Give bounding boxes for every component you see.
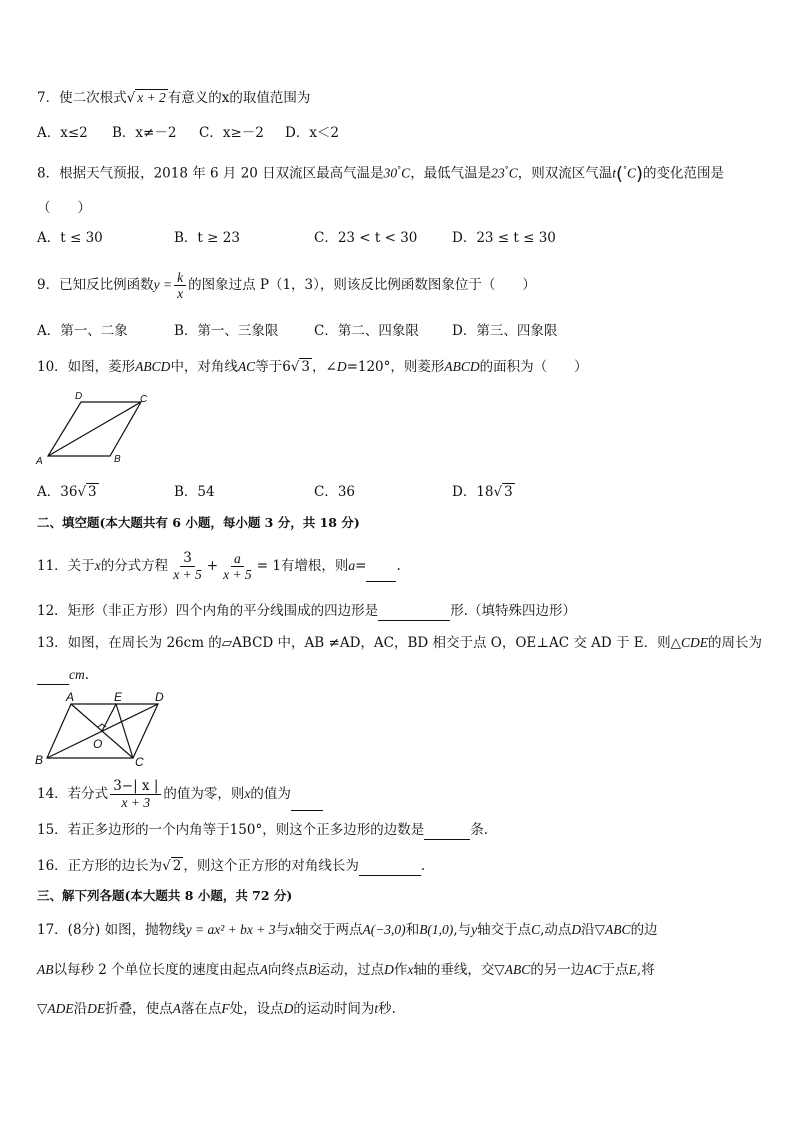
numerator: 3−| x | bbox=[110, 779, 161, 795]
q17-line2-segment: A bbox=[259, 962, 268, 977]
option-c: C．x≥－2 bbox=[199, 125, 264, 141]
fraction-2 bbox=[220, 551, 255, 582]
label-a: A bbox=[66, 690, 75, 704]
label-d: D bbox=[75, 391, 83, 402]
point-c: C bbox=[531, 922, 541, 937]
question-10 bbox=[37, 357, 588, 377]
q11-text: 11．关于 bbox=[37, 558, 95, 574]
var-y: y bbox=[471, 922, 478, 937]
option-d-text: D．18 bbox=[452, 484, 494, 500]
rhombus-figure bbox=[34, 388, 164, 468]
unit-c2: C bbox=[508, 165, 518, 181]
q17-line3-segment: t bbox=[374, 1001, 379, 1016]
option-a: A．36√ 3 bbox=[37, 484, 97, 500]
q16-end: . bbox=[420, 858, 426, 874]
fraction bbox=[110, 779, 161, 810]
temp-low: 23 bbox=[491, 165, 505, 181]
unit-cm: cm bbox=[69, 667, 85, 682]
denominator: x + 3 bbox=[121, 795, 151, 810]
fraction-1 bbox=[170, 551, 205, 582]
option-b: B．54 bbox=[174, 484, 215, 500]
label-b: B bbox=[114, 454, 121, 465]
angle-vertex: D bbox=[336, 359, 347, 374]
q17-line2-segment: 于点 bbox=[601, 962, 629, 978]
denominator: x + 5 bbox=[223, 567, 252, 582]
q10-mid2: 等于 bbox=[255, 359, 283, 375]
q11-mid: 的分式方程 bbox=[100, 558, 169, 574]
question-17-line-3 bbox=[37, 999, 396, 1019]
q14-end: 的值为 bbox=[250, 786, 291, 802]
q17-line3-segment: ▽ADE bbox=[37, 1001, 74, 1016]
option-c: C．36 bbox=[314, 484, 356, 500]
shape-name: ABCD bbox=[135, 359, 171, 374]
q17-line2-segment: D bbox=[384, 962, 394, 977]
answer-blank[interactable] bbox=[359, 861, 421, 876]
q10-mid4: =120°，则菱形 bbox=[346, 359, 445, 375]
q7-text-end: 有意义的x的取值范围为 bbox=[167, 90, 311, 106]
sqrt-expression: √ x + 2 bbox=[126, 90, 166, 106]
numerator: k bbox=[174, 270, 186, 286]
question-14 bbox=[37, 777, 323, 811]
var-x: x bbox=[94, 558, 101, 573]
option-d: D．x＜2 bbox=[285, 125, 340, 141]
diagonal-ac bbox=[48, 402, 141, 456]
q13-text: 13．如图，在周长为 26cm 的▱ABCD 中，AB ≠AD，AC，BD 相交于点 O，OE⊥AC 交 AD 于 E．则△ bbox=[37, 635, 682, 651]
q17-line3-segment: A bbox=[172, 1001, 181, 1016]
q10-text: 10．如图，菱形 bbox=[37, 359, 136, 375]
var-a: a bbox=[348, 558, 356, 573]
q17-line3-segment: F bbox=[221, 1001, 230, 1016]
q17-d: 轴交于点 bbox=[477, 922, 532, 938]
q17-and: 和 bbox=[405, 922, 420, 938]
triangle-abc: ▽ABC bbox=[594, 922, 631, 937]
q10-mid3: ，∠ bbox=[312, 359, 337, 375]
var-x: x bbox=[288, 922, 295, 937]
q17-line2-segment: 轴的垂线，交 bbox=[413, 962, 495, 978]
denominator: x + 5 bbox=[173, 567, 202, 582]
coef: 6 bbox=[282, 359, 291, 375]
radicand: 2 bbox=[172, 858, 182, 874]
q17-line3-segment: 折叠，使点 bbox=[105, 1001, 173, 1017]
answer-blank[interactable] bbox=[366, 567, 396, 582]
question-9 bbox=[37, 270, 536, 301]
q17-line2-segment: E bbox=[628, 962, 637, 977]
label-o: O bbox=[93, 737, 103, 751]
radicand: x + 2 bbox=[137, 90, 166, 105]
answer-blank[interactable] bbox=[378, 606, 450, 621]
parallelogram-figure bbox=[32, 690, 177, 770]
point-b: B(1,0) bbox=[419, 922, 454, 937]
question-16 bbox=[37, 856, 425, 876]
unit-c3: C bbox=[627, 165, 637, 181]
diagonal-name: AC bbox=[237, 359, 256, 374]
shape-name-2: ABCD bbox=[444, 359, 480, 374]
q17-text: 17．(8分) 如图，抛物线 bbox=[37, 922, 186, 938]
q17-line2-segment: 运动，过点 bbox=[316, 962, 385, 978]
q11-eq: = 1有增根，则 bbox=[256, 558, 349, 574]
q17-line2-segment: 作 bbox=[393, 962, 408, 978]
q17-c: ,与 bbox=[453, 922, 472, 938]
segment-oe bbox=[102, 704, 116, 731]
numerator: 3 bbox=[180, 551, 195, 567]
q9-text: 9．已知反比例函数 bbox=[37, 277, 154, 293]
q13-answer-line bbox=[37, 665, 89, 685]
q17-b: 轴交于两点 bbox=[294, 922, 363, 938]
q7-text: 7．使二次根式 bbox=[37, 90, 127, 106]
question-17-line-2 bbox=[37, 960, 655, 980]
option-c: C．23 < t < 30 bbox=[314, 230, 418, 246]
unit-c: C bbox=[401, 165, 411, 181]
q10-end: 的面积为（ ） bbox=[479, 359, 588, 375]
q17-line2-segment: B bbox=[308, 962, 317, 977]
var-t: t bbox=[612, 165, 616, 181]
sqrt-2: √ 2 bbox=[162, 858, 182, 874]
option-a: A．第一、二象 bbox=[37, 323, 128, 339]
q15-text: 15．若正多边形的一个内角等于150°，则这个正多边形的边数是 bbox=[37, 822, 425, 838]
option-b: B．t ≥ 23 bbox=[174, 230, 240, 246]
label-e: E bbox=[114, 690, 123, 704]
question-17-line-1 bbox=[37, 920, 658, 940]
plus-sign: + bbox=[206, 558, 219, 574]
option-d: D．第三、四象限 bbox=[452, 323, 558, 339]
option-a: A．x≤2 bbox=[37, 125, 88, 141]
point-d: D bbox=[571, 922, 582, 937]
q8-mid2: ，则双流区气温 bbox=[517, 165, 613, 182]
radicand: 3 bbox=[88, 484, 97, 500]
q17-line3-segment: 沿 bbox=[73, 1001, 88, 1017]
var-x: x bbox=[244, 786, 251, 801]
radicand: 3 bbox=[504, 484, 513, 500]
question-7 bbox=[37, 88, 310, 108]
numerator: a bbox=[231, 551, 244, 567]
q14-mid: 的值为零，则 bbox=[163, 786, 245, 802]
sqrt-3: √ 3 bbox=[290, 359, 310, 375]
answer-blank[interactable] bbox=[37, 670, 69, 685]
answer-paren: （ ） bbox=[37, 200, 91, 216]
q14-text: 14．若分式 bbox=[37, 786, 109, 802]
q12-end: 形.（填特殊四边形） bbox=[450, 603, 576, 619]
q17-line3-segment: 秒. bbox=[378, 1001, 396, 1017]
option-d: D．23 ≤ t ≤ 30 bbox=[452, 230, 556, 246]
denominator: x bbox=[177, 286, 184, 301]
option-c: C．第二、四象限 bbox=[314, 323, 419, 339]
q17-line2-segment: AB bbox=[37, 962, 54, 977]
question-13 bbox=[37, 633, 762, 653]
label-c: C bbox=[135, 755, 144, 769]
question-8: 8．根据天气预报，2018 年 6 月 20 日双流区最高气温是30°C，最低气温是23°C，则双流区气温t(°C)的变化范围是 bbox=[37, 163, 725, 185]
q17-e: ,动点 bbox=[540, 922, 572, 938]
q17-line3-segment: DE bbox=[87, 1001, 106, 1016]
question-11 bbox=[37, 550, 401, 582]
fraction-k-over-x bbox=[174, 270, 186, 301]
q13-end: . bbox=[84, 667, 90, 683]
q17-line3-segment: 的运动时间为 bbox=[293, 1001, 375, 1017]
triangle-name: CDE bbox=[681, 635, 709, 650]
label-a: A bbox=[36, 456, 43, 467]
option-b: B．第一、三象限 bbox=[174, 323, 279, 339]
q17-line2-segment: 向终点 bbox=[267, 962, 309, 978]
option-a-text: A．36 bbox=[37, 484, 78, 500]
option-a: A．t ≤ 30 bbox=[37, 230, 103, 246]
point-a: A(−3,0) bbox=[362, 922, 406, 937]
q11-end: . bbox=[396, 558, 401, 574]
function-lhs: y = bbox=[153, 277, 173, 292]
label-c: C bbox=[140, 394, 148, 405]
q17-a: 与 bbox=[275, 922, 289, 938]
q17-f: 沿 bbox=[581, 922, 595, 938]
q17-line2-segment: AC bbox=[584, 962, 602, 977]
q17-line2-segment: x bbox=[407, 962, 414, 977]
q9-end: 的图象过点 P（1，3），则该反比例函数图象位于（ ） bbox=[188, 277, 536, 293]
label-b: B bbox=[35, 753, 44, 767]
radicand: 3 bbox=[301, 359, 310, 375]
q13-mid: 的周长为 bbox=[708, 635, 763, 651]
q15-end: 条. bbox=[470, 822, 488, 838]
parabola-equation: y = ax² + bx + 3 bbox=[185, 922, 276, 937]
temp-high: 30 bbox=[383, 165, 398, 181]
q8-mid: ，最低气温是 bbox=[410, 165, 492, 182]
q12-text: 12．矩形（非正方形）四个内角的平分线围成的四边形是 bbox=[37, 603, 379, 619]
section-heading-solve: 三、解下列各题(本大题共 8 小题，共 72 分) bbox=[37, 888, 293, 903]
answer-blank[interactable] bbox=[291, 796, 323, 811]
q17-g: 的边 bbox=[630, 922, 658, 938]
q8-end: 的变化范围是 bbox=[643, 165, 725, 182]
label-d: D bbox=[155, 690, 164, 704]
q17-line2-segment: ▽ABC bbox=[494, 962, 531, 977]
q17-line3-segment: 落在点 bbox=[180, 1001, 222, 1017]
q16-mid: ，则这个正方形的对角线长为 bbox=[183, 858, 359, 874]
option-d: D．18√ 3 bbox=[452, 484, 513, 500]
q17-line3-segment: 处，设点 bbox=[229, 1001, 284, 1017]
section-heading-fill-in: 二、填空题(本大题共有 6 小题，每小题 3 分，共 18 分) bbox=[37, 515, 360, 530]
q17-line3-segment: D bbox=[283, 1001, 294, 1016]
q8-text: 8．根据天气预报，2018 年 6 月 20 日双流区最高气温是 bbox=[37, 165, 384, 182]
q10-mid: 中，对角线 bbox=[170, 359, 238, 375]
option-b: B．x≠－2 bbox=[112, 125, 177, 141]
question-12 bbox=[37, 601, 576, 621]
q17-line2-segment: 的另一边 bbox=[530, 962, 585, 978]
q11-equals: = bbox=[355, 558, 367, 574]
q16-text: 16．正方形的边长为 bbox=[37, 858, 163, 874]
q17-line2-segment: 以每秒 2 个单位长度的速度由起点 bbox=[53, 962, 260, 978]
q17-line2-segment: ,将 bbox=[636, 962, 655, 978]
question-15 bbox=[37, 820, 488, 840]
answer-blank[interactable] bbox=[424, 825, 470, 840]
